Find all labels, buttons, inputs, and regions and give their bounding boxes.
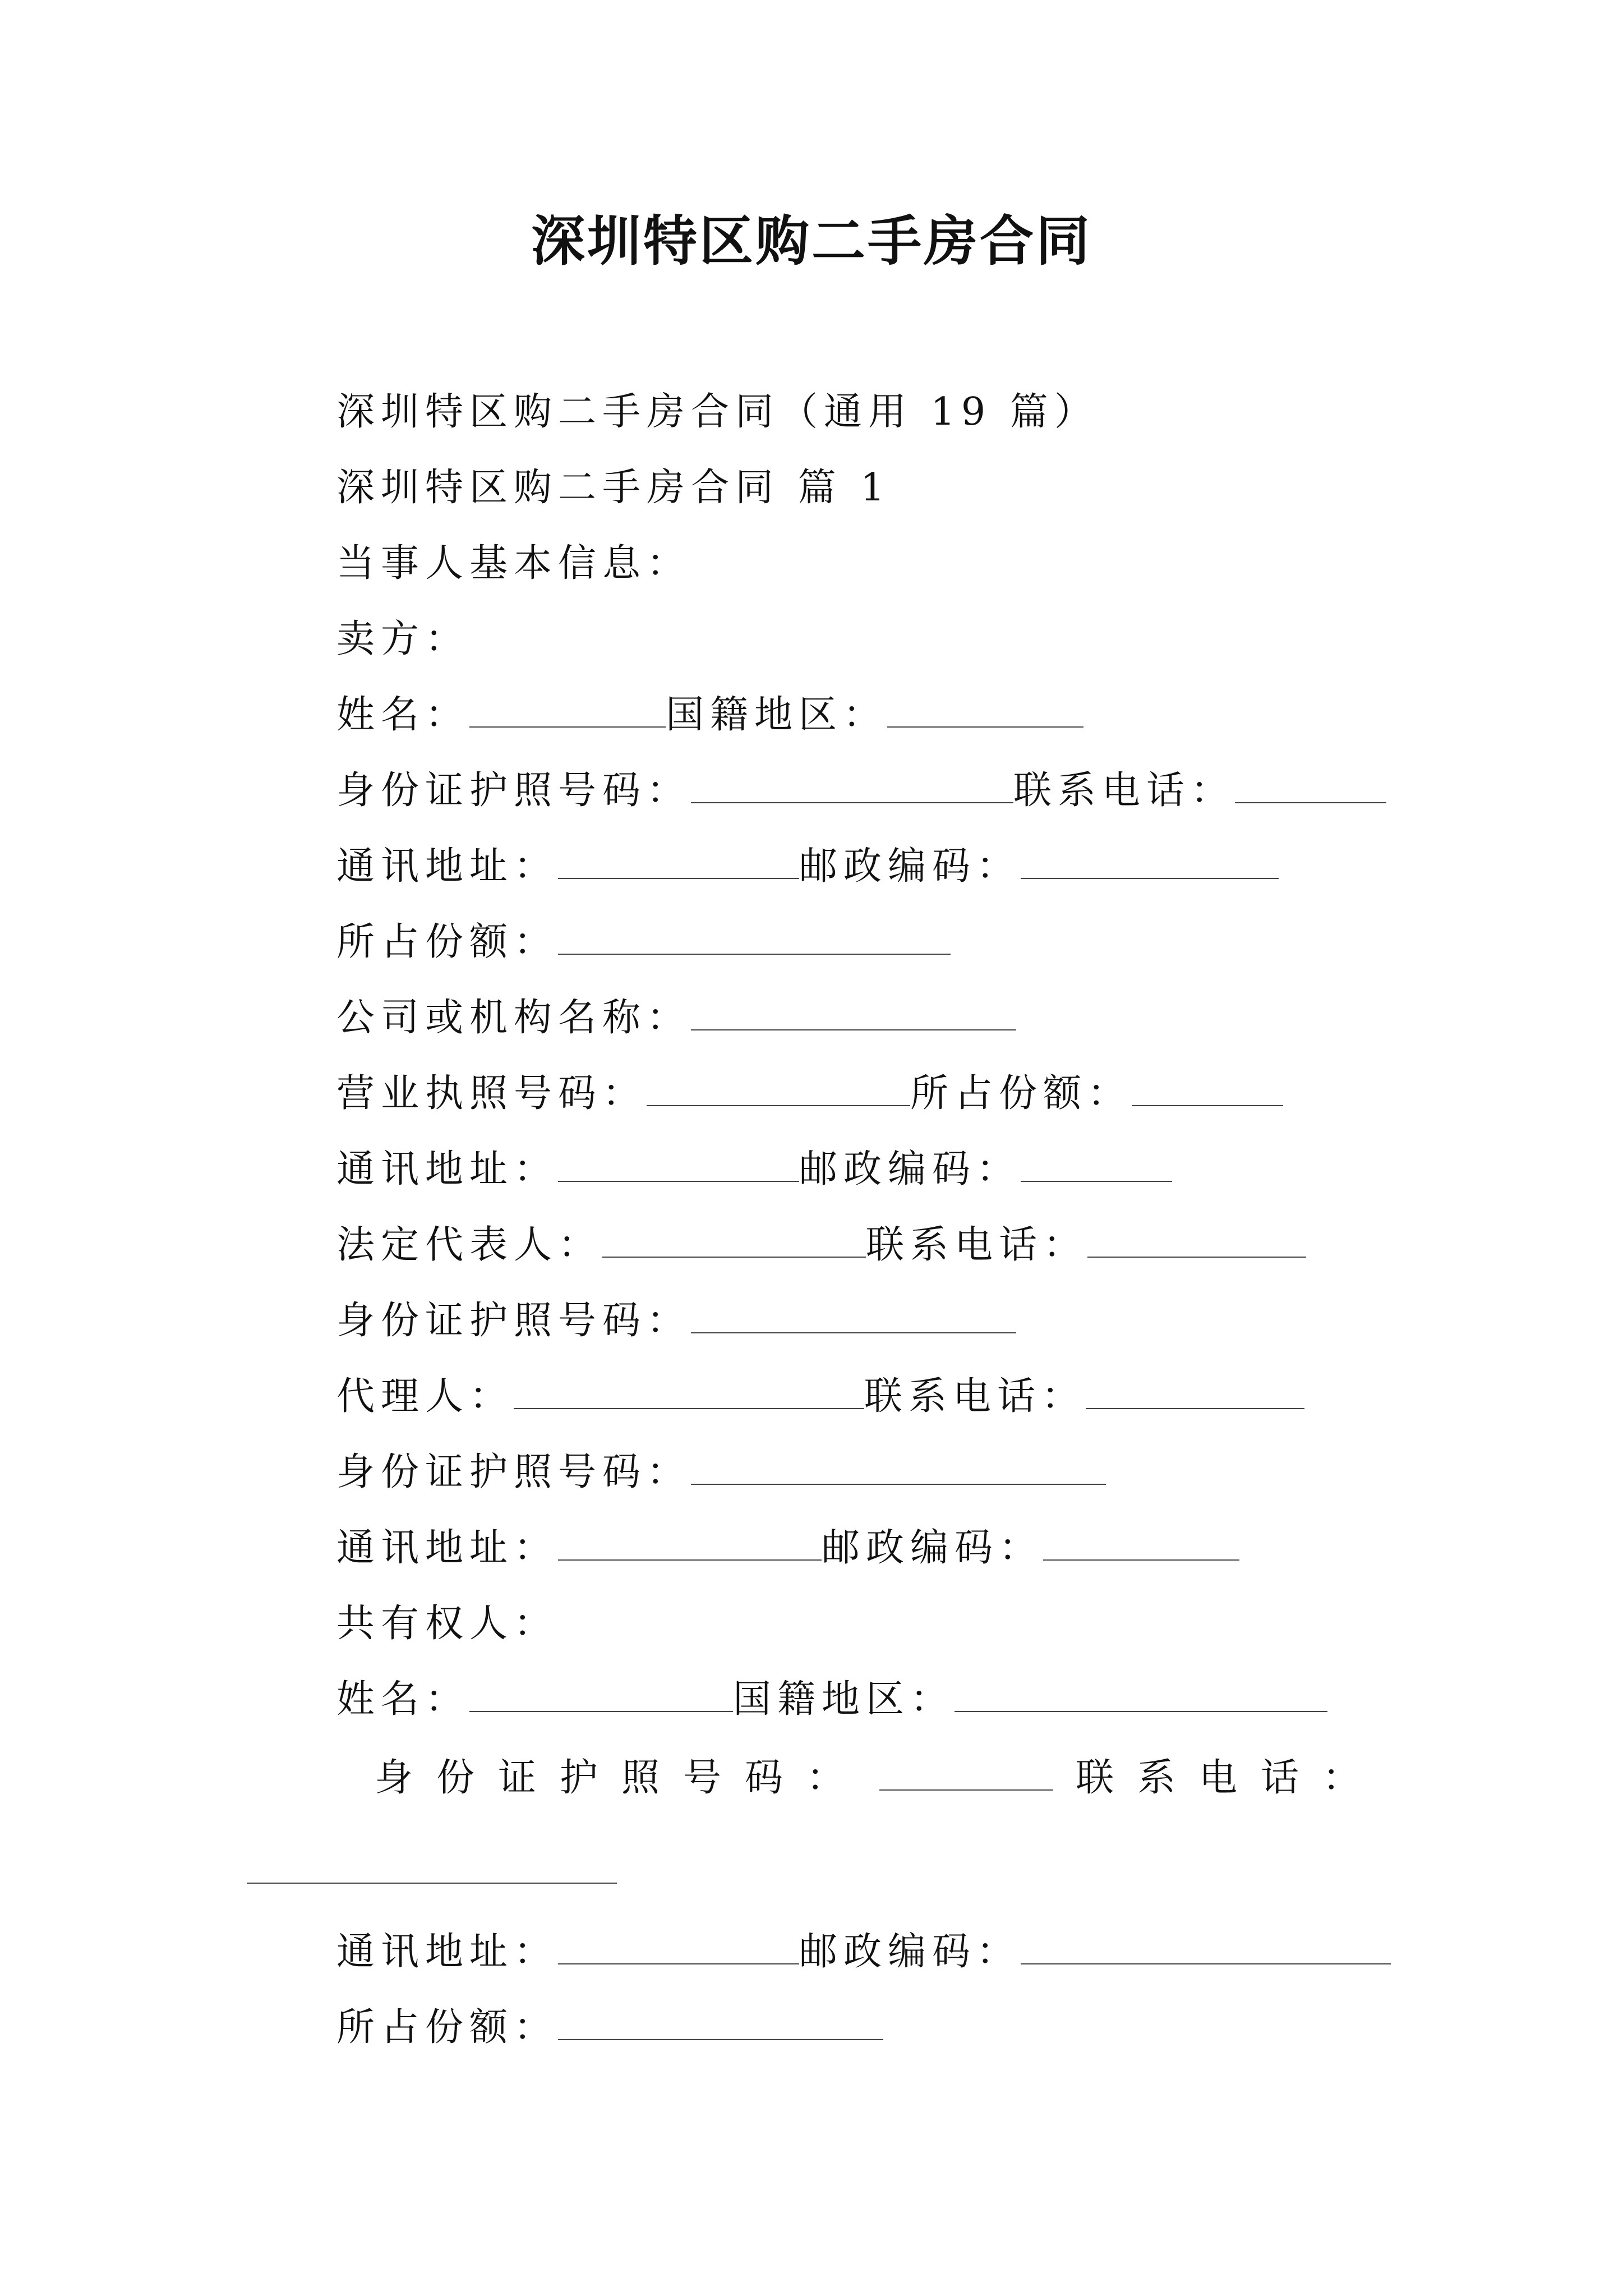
nationality-label: 国籍地区： (666, 693, 888, 737)
co-owner-postcode-blank[interactable] (1021, 1932, 1391, 1964)
co-owner-heading (336, 1599, 558, 1649)
postcode-blank[interactable] (1021, 846, 1279, 879)
co-owner-address-blank[interactable] (558, 1932, 799, 1964)
phone-label: 联系电话： (1013, 769, 1235, 813)
legal-rep-id-label: 身份证护照号码： (336, 1299, 691, 1343)
seller-heading-text: 卖方： (336, 617, 470, 661)
id-label: 身份证护照号码： (336, 769, 691, 813)
company-postcode-blank[interactable] (1021, 1149, 1172, 1182)
legal-rep-row (336, 1220, 1306, 1271)
license-blank[interactable] (647, 1074, 910, 1106)
seller-heading (336, 614, 469, 665)
co-owner-nationality-label: 国籍地区： (733, 1677, 955, 1722)
seller-name-row (336, 690, 1083, 740)
co-owner-name-blank[interactable] (469, 1680, 733, 1712)
agent-id-blank[interactable] (691, 1452, 1106, 1485)
agent-phone-blank[interactable] (1086, 1377, 1304, 1409)
co-owner-nationality-blank[interactable] (955, 1680, 1327, 1712)
legal-rep-phone-label: 联系电话： (866, 1223, 1088, 1267)
seller-share-row (336, 917, 951, 968)
co-owner-address-row (336, 1927, 1391, 1977)
legal-rep-id-row (336, 1296, 1016, 1346)
document-subtitle (336, 387, 1099, 438)
co-owner-share-row (336, 2003, 883, 2053)
company-address-row (336, 1144, 1172, 1195)
phone-blank[interactable] (1235, 771, 1386, 803)
co-owner-address-label: 通讯地址： (336, 1930, 559, 1974)
company-name-blank[interactable] (691, 998, 1016, 1030)
company-address-blank[interactable] (558, 1149, 799, 1182)
company-share-label: 所占份额： (910, 1071, 1132, 1116)
co-owner-share-label: 所占份额： (336, 2005, 559, 2050)
agent-address-row (336, 1523, 1239, 1573)
agent-postcode-label: 邮政编码： (822, 1526, 1044, 1570)
agent-address-blank[interactable] (558, 1528, 822, 1561)
name-label: 姓名： (336, 693, 470, 737)
legal-rep-blank[interactable] (602, 1225, 866, 1258)
co-owner-postcode-label: 邮政编码： (799, 1930, 1021, 1974)
license-label: 营业执照号码： (336, 1071, 647, 1116)
agent-id-row (336, 1447, 1106, 1498)
agent-blank[interactable] (514, 1377, 864, 1409)
company-postcode-label: 邮政编码： (799, 1147, 1021, 1191)
id-blank[interactable] (691, 771, 1013, 803)
co-owner-id-blank[interactable] (879, 1758, 1053, 1791)
co-owner-name-row (336, 1674, 1327, 1725)
agent-id-label: 身份证护照号码： (336, 1450, 691, 1494)
agent-address-label: 通讯地址： (336, 1526, 559, 1570)
parties-heading-text: 当事人基本信息： (336, 541, 691, 586)
company-address-label: 通讯地址： (336, 1147, 559, 1191)
legal-rep-label: 法定代表人： (336, 1223, 603, 1267)
company-share-blank[interactable] (1132, 1074, 1283, 1106)
nationality-blank[interactable] (887, 695, 1083, 728)
agent-label: 代理人： (336, 1374, 514, 1419)
share-label: 所占份额： (336, 920, 559, 964)
document-title: 深圳特区购二手房合同 (531, 209, 1092, 273)
agent-phone-label: 联系电话： (864, 1374, 1086, 1419)
company-name-label: 公司或机构名称： (336, 996, 691, 1040)
share-blank[interactable] (558, 922, 951, 955)
name-blank[interactable] (469, 695, 666, 728)
co-owner-name-label: 姓名： (336, 1677, 470, 1722)
legal-rep-phone-blank[interactable] (1087, 1225, 1306, 1258)
agent-row (336, 1372, 1304, 1422)
address-label: 通讯地址： (336, 844, 559, 889)
co-owner-share-blank[interactable] (558, 2008, 883, 2040)
section-heading-text: 深圳特区购二手房合同 篇 1 (336, 466, 891, 510)
co-owner-phone-blank[interactable] (247, 1851, 617, 1884)
legal-rep-id-blank[interactable] (691, 1301, 1016, 1333)
address-blank[interactable] (558, 846, 799, 879)
section-heading (336, 463, 891, 513)
company-name-row (336, 993, 1016, 1043)
co-owner-phone-label: 联系电话： (1076, 1756, 1385, 1800)
postcode-label: 邮政编码： (799, 844, 1021, 889)
subtitle-text: 深圳特区购二手房合同（通用 19 篇） (336, 390, 1099, 434)
seller-address-row (336, 841, 1279, 892)
parties-heading (336, 539, 691, 589)
license-row (336, 1069, 1283, 1119)
co-owner-id-row (375, 1753, 1384, 1803)
agent-postcode-blank[interactable] (1043, 1528, 1239, 1561)
co-owner-heading-text: 共有权人： (336, 1602, 559, 1646)
seller-id-row (336, 766, 1386, 816)
co-owner-id-label: 身份证护照号码： (375, 1756, 869, 1800)
